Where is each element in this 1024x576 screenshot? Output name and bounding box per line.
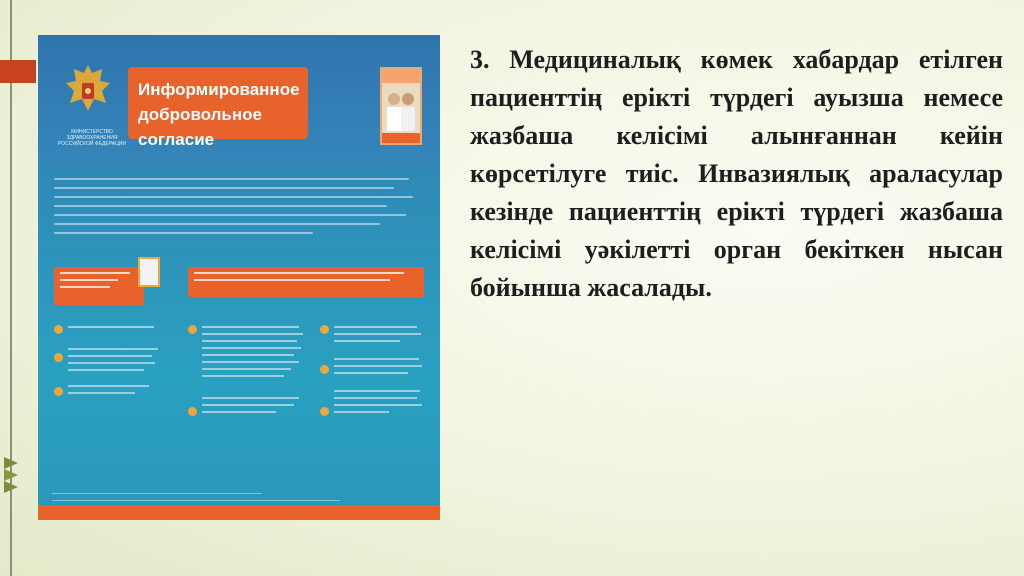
poster-title-line-1: Информированное xyxy=(138,80,300,99)
informed-consent-poster xyxy=(38,35,440,520)
poster-bottom-bar xyxy=(38,505,440,520)
poster-left-heading xyxy=(54,267,144,305)
poster-title-line-2: добровольное согласие xyxy=(138,105,262,149)
poster-column-3-text xyxy=(334,321,426,418)
red-accent-bar xyxy=(0,60,36,83)
emblem-caption: МИНИСТЕРСТВО ЗДРАВООХРАНЕНИЯ РОССИЙСКОЙ ФЕДЕРАЦИИ xyxy=(58,129,126,147)
check-icon xyxy=(320,407,329,416)
check-icon xyxy=(320,325,329,334)
poster-title-box xyxy=(128,67,308,149)
check-icon xyxy=(54,387,63,396)
poster-column-1-text xyxy=(68,321,163,399)
check-icon xyxy=(54,325,63,334)
slide-body-text: 3. Медициналық көмек хабардар етілген пациенттің ерікті түрдегі ауызша немесе жазбаша келісімі алынғаннан кейін көрсетілуге тиіс. Инвазиялық араласулар кезінде пациенттің ерікті түрдегі жазбаша келісімі уәкілетті орган бекіткен нысан бойынша жасалады. xyxy=(470,45,1003,302)
doctors-illustration xyxy=(380,67,422,145)
poster-footnotes xyxy=(52,487,352,507)
check-icon xyxy=(188,325,197,334)
check-icon xyxy=(54,353,63,362)
check-icon xyxy=(320,365,329,374)
check-icon xyxy=(188,407,197,416)
decorative-arrows-icon xyxy=(2,455,22,495)
document-icon xyxy=(138,257,160,287)
poster-intro-text xyxy=(54,171,424,241)
poster-right-heading xyxy=(188,267,424,297)
poster-column-2-text xyxy=(202,321,307,418)
coat-of-arms-icon xyxy=(62,61,114,121)
